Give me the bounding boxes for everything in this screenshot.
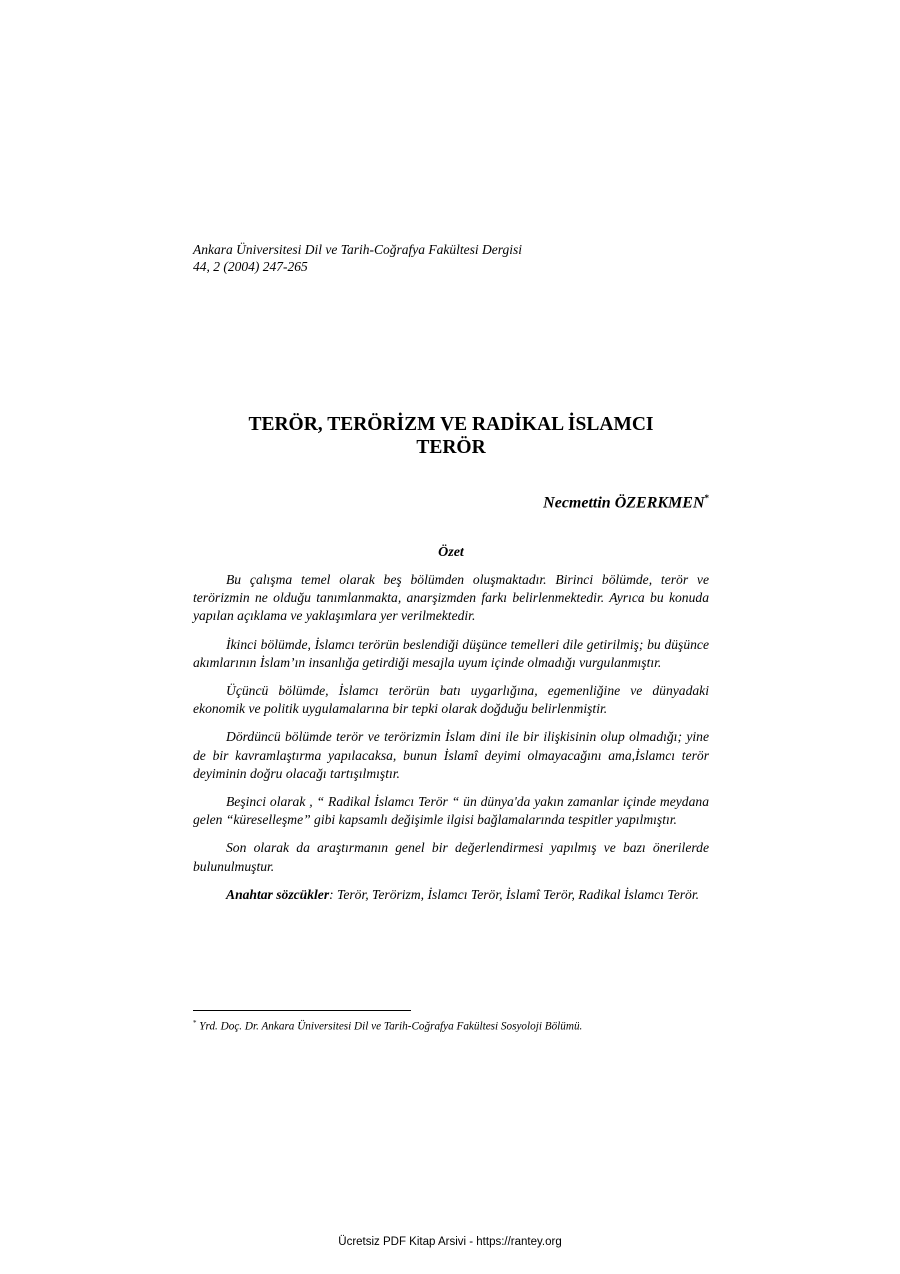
author-footnote-mark[interactable]: * (704, 493, 709, 503)
abstract-paragraph-5: Beşinci olarak , “ Radikal İslamcı Terör “ ün dünya'da yakın zamanlar içinde meydana gelen “küreselleşme” gibi kapsamlı değişimle ilgisi bağlamalarında tespitler yapılmıştır. (193, 794, 709, 828)
article-title-line-2: TERÖR (416, 437, 486, 458)
abstract-paragraph-3: Üçüncü bölümde, İslamcı terörün batı uygarlığına, egemenliğine ve dünyadaki ekonomik ve politik uygulamalarına bir tepki olarak doğduğu belirlenmiştir. (193, 683, 709, 717)
footnote (193, 1016, 582, 1034)
footnote-divider (193, 1010, 411, 1011)
author-block (543, 493, 709, 512)
author-name: Necmettin ÖZERKMEN (543, 494, 705, 512)
abstract-paragraph-2: İkinci bölümde, İslamcı terörün beslendiği düşünce temelleri dile getirilmiş; bu düşünce akımlarının İslam’ın insanlığa getirdiği mesajla uyum içinde olmadığı vurgulanmıştır. (193, 636, 709, 670)
abstract-body (193, 571, 709, 914)
journal-name: Ankara Üniversitesi Dil ve Tarih-Coğrafya Fakültesi Dergisi (193, 242, 522, 257)
keywords (193, 886, 709, 904)
article-title-line-1: TERÖR, TERÖRİZM VE RADİKAL İSLAMCI (248, 414, 654, 435)
site-watermark[interactable]: Ücretsiz PDF Kitap Arsivi - https://rantey.org (338, 1236, 562, 1248)
keywords-list: : Terör, Terörizm, İslamcı Terör, İslamî Terör, Radikal İslamcı Terör. (329, 886, 699, 902)
abstract-paragraph-1: Bu çalışma temel olarak beş bölümden oluşmaktadır. Birinci bölümde, terör ve terörizmin ne olduğu tanımlanmakta, anarşizmden farkı belirlenmektedir. Ayrıca bu konuda yapılan açıklama ve yaklaşımlara yer verilmektedir. (193, 572, 709, 624)
abstract-paragraph-4: Dördüncü bölümde terör ve terörizmin İslam dini ile bir ilişkisinin olup olmadığı; yine de bir kavramlaştırma yapılacaksa, bunun İslamî deyimi olmayacağını ama,İslamcı terör deyiminin doğru olacağı tartışılmıştır. (193, 729, 709, 781)
footnote-text: Yrd. Doç. Dr. Ankara Üniversitesi Dil ve Tarih-Coğrafya Fakültesi Sosyoloji Bölümü. (196, 1020, 583, 1033)
abstract-paragraph-6: Son olarak da araştırmanın genel bir değerlendirmesi yapılmış ve bazı önerilerde bulunulmuştur. (193, 840, 709, 874)
journal-header (193, 241, 522, 275)
article-title (193, 413, 709, 459)
keywords-label: Anahtar sözcükler (226, 886, 330, 902)
journal-issue: 44, 2 (2004) 247-265 (193, 259, 308, 274)
footnote-mark: * (193, 1019, 197, 1027)
abstract-heading: Özet (438, 545, 464, 560)
